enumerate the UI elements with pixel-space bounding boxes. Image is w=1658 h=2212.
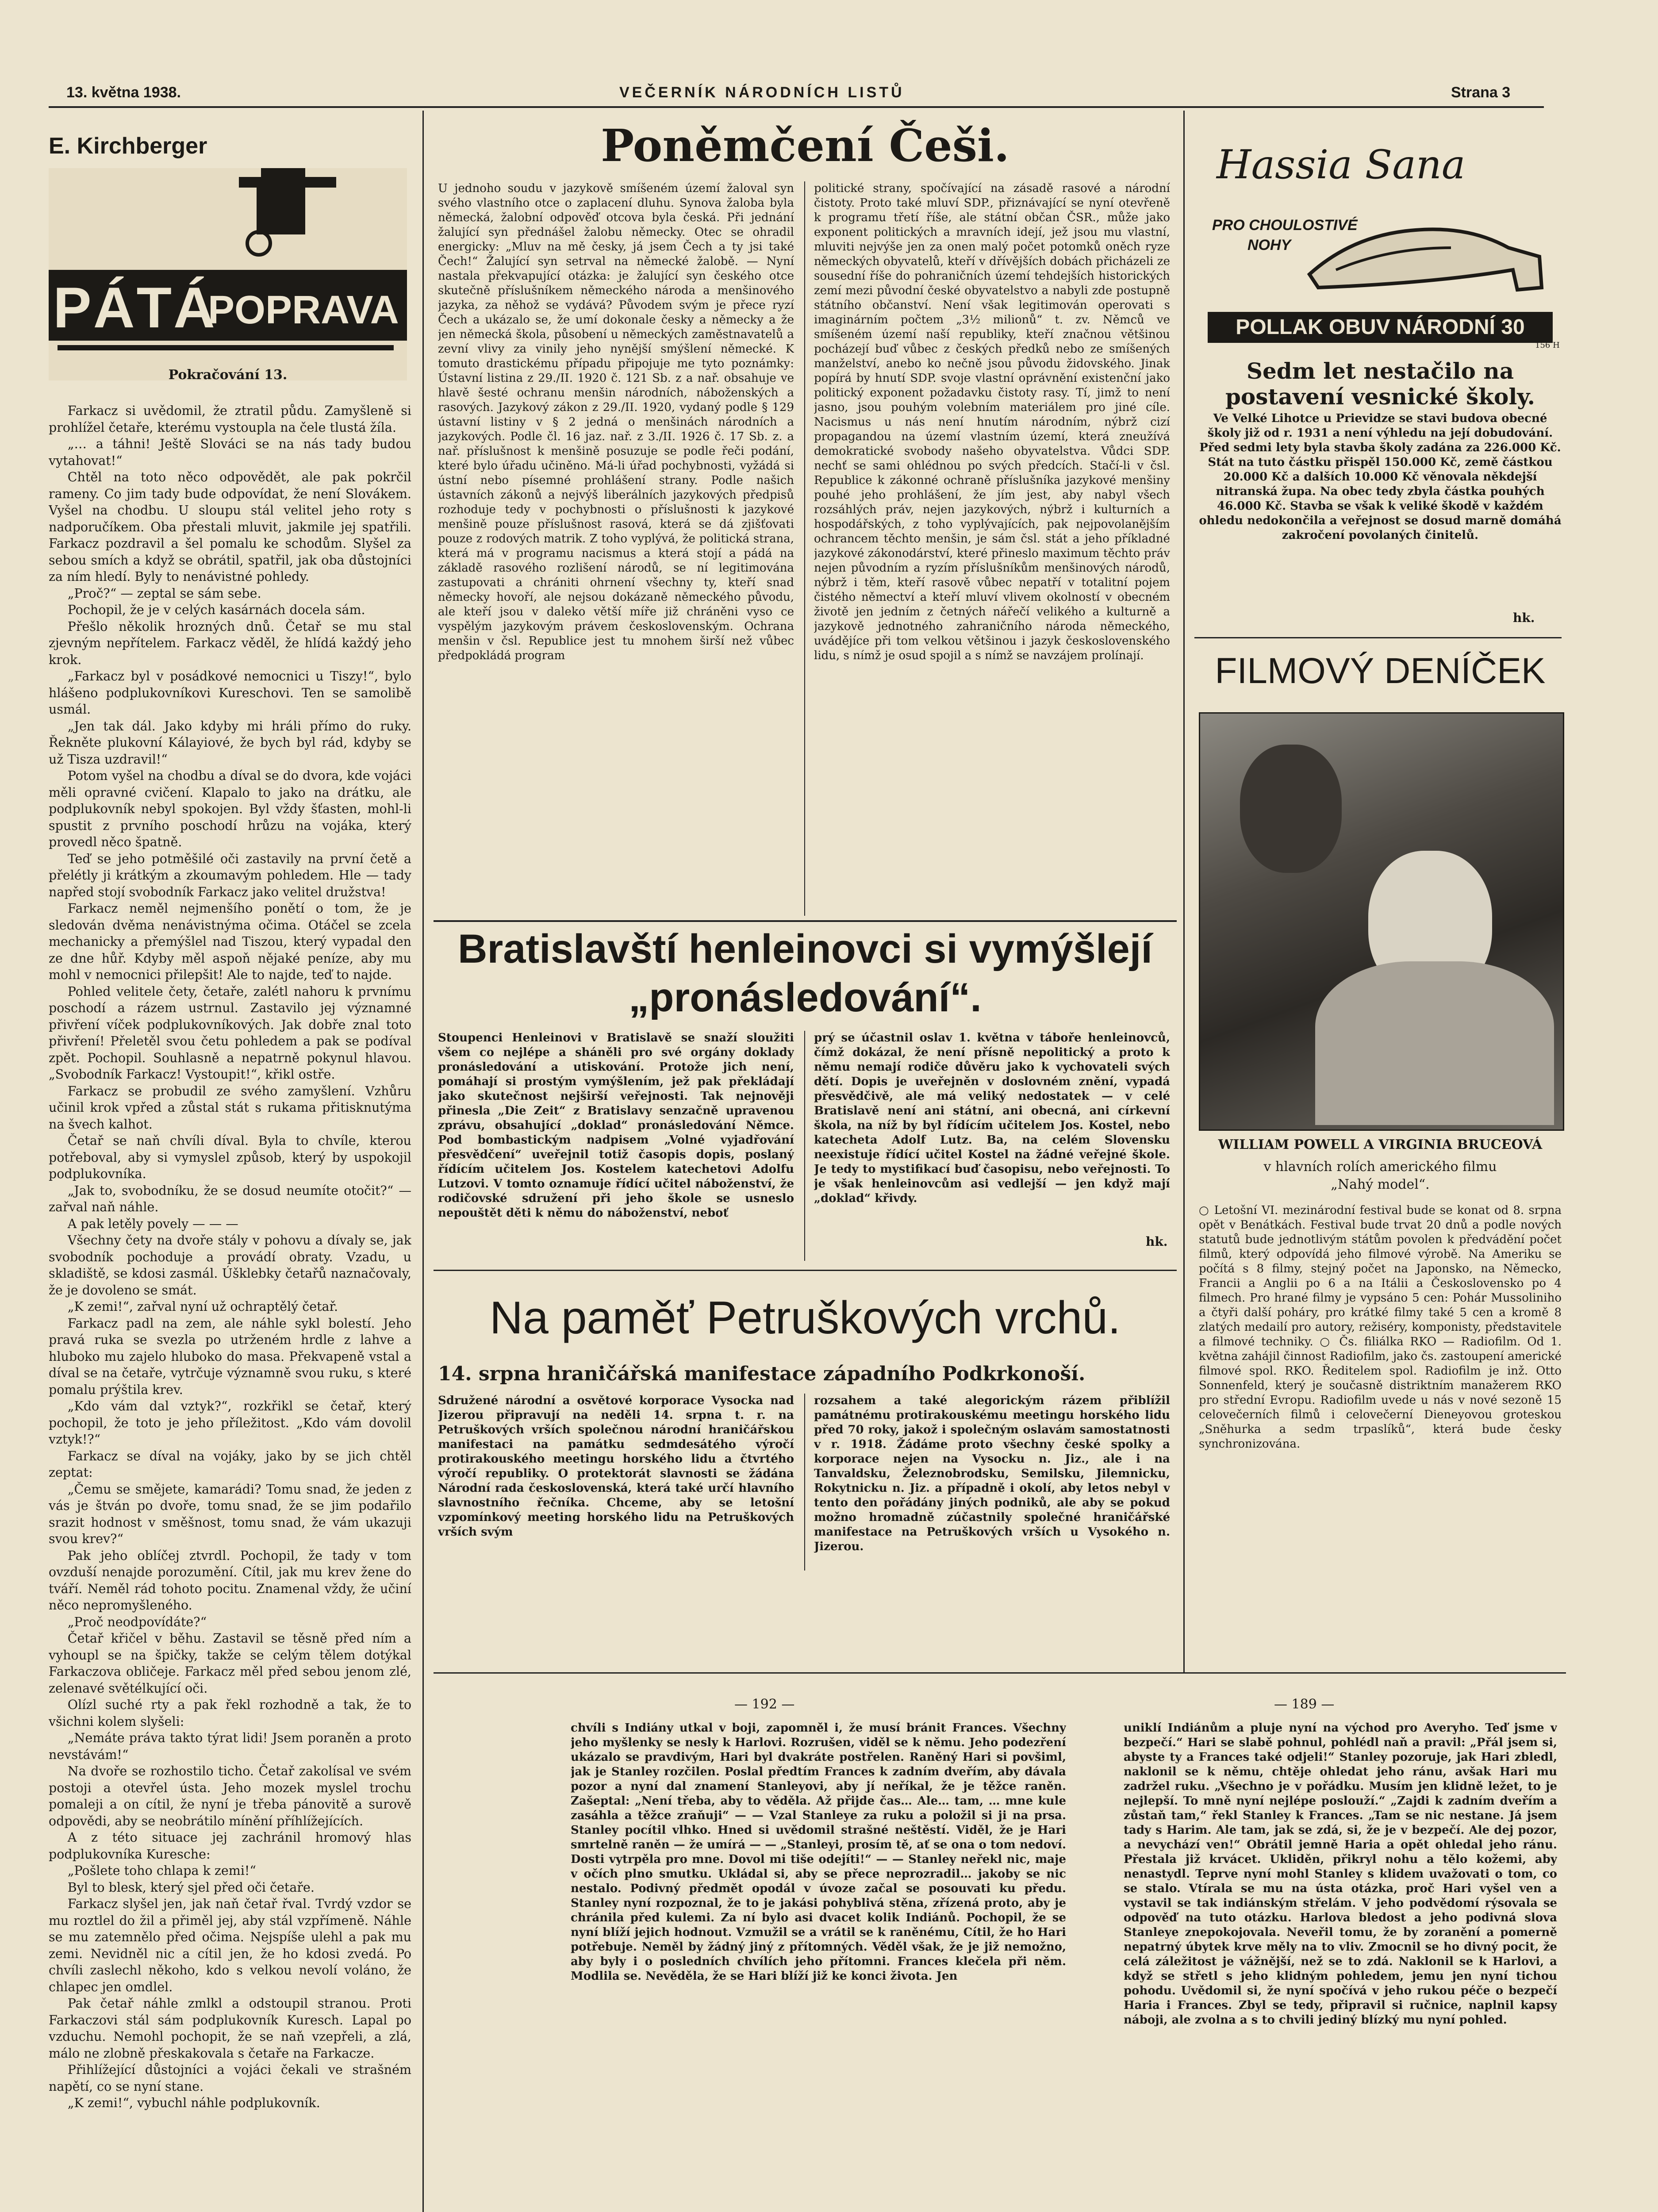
- photo-caption-line: v hlavních rolích amerického filmu: [1263, 1159, 1497, 1175]
- paragraph: Farkacz padl na zem, ale náhle sykl bolestí. Jeho pravá ruka se svezla po utrženém hrdle z lahve a hluboko mu zajelo hluboko do masa. Překvapeně vstal a díval se na četaře, vytrčuje významně svou ruku, s které pomalu prýštila krev.: [49, 1316, 411, 1397]
- author-signature: hk.: [1146, 1234, 1168, 1249]
- photo-caption-line: „Nahý model“.: [1331, 1177, 1430, 1192]
- serial-title-part2: POPRAVA: [208, 288, 399, 332]
- article-headline: [434, 925, 1177, 1022]
- article-column-2: prý se účastnil oslav 1. května v táboře henleinovců, čímž dokázal, že není přísně nepolitický a proto k němu nemají rodiče důvěru jako k vychovateli svých dětí. Dopis je uveřejněn v doslovném znění, vypadá přesvědčivě, ale má veliký nedostatek — v celé Bratislavě není ani státní, ani obecná, ani církevní škola, na níž by byl řídícím učitelem Jos. Kostel, nebo katecheta Adolf Lutz. Ba, na celém Slovensku neexistuje řídící učitel Kostel na žádné veřejné škole. Je tedy to mystifikací buď časopisu, nebo veřejnosti. To je však henleinovcům asi vedlejší — jen když mají „doklad“ křivdy.: [814, 1031, 1170, 1205]
- headline-line-2: „pronásledování“.: [629, 975, 982, 1020]
- ad-code: 156 H: [1535, 341, 1560, 350]
- column-divider: [804, 181, 805, 916]
- article-column-1: Sdružené národní a osvětové korporace Vysocka nad Jizerou připravují na neděli 14. srpna t. r. na Petruškových vrších společnou národní hraničářskou manifestaci na památku sedmdesátého výročí protirakouského meetingu horského lidu a čtvrtého výročí republiky. O protektorát slavnosti se žádána Národní rada československá, která také určí hlavního slavnostního řečníka. Chceme, aby se letošní vzpomínkový meeting horského lidu na Petruškových vrších svým: [438, 1394, 794, 1539]
- paragraph: Četař křičel v běhu. Zastavil se těsně před ním a vyhoupl se na špičky, takže se celým tělem dotýkal Farkaczova obličeje. Farkacz měl před sebou jenom zlé, zelenavé světélkující oči.: [49, 1631, 411, 1696]
- serial-title-part1: PÁTÁ: [53, 275, 217, 340]
- shoe-icon: [1301, 181, 1548, 305]
- paragraph: „Jen tak dál. Jako kdyby mi hráli přímo do ruky. Řekněte plukovní Kálayiové, že bych byl rád, kdyby se už Tisza uzdravil!“: [49, 718, 411, 767]
- article-subheadline: 14. srpna hraničářská manifestace západního Podkrkonoší.: [438, 1363, 1086, 1385]
- paragraph: „Farkacz byl v posádkové nemocnici u Tiszy!“, bylo hlášeno podplukovníkovi Kureschovi. Ten se samolibě usmál.: [49, 669, 411, 717]
- serial-column-2: uniklí Indiánům a pluje nyní na východ pro Averyho. Teď jsme v bezpečí.“ Hari se slabě pohnul, pohlédl naň a pravil: „Přál jsem si, abyste ty a Frances také odjeli!“ Stanley pozoruje, jak Hari zbledl, naklonil se k němu, chtěje ohledat jeho ránu, avšak Hari mu zadržel ruku. „Všechno je v pořádku. Musím jen klidně ležet, to je nejlepší. To mně nyní nejlépe poslouží.“ „Zajdi k zadním dveřím a zůstaň tam,“ řekl Stanley k Frances. „Tam se nic nestane. Já jsem tady s Harim. Ale tam, jak se zdá, si, že je v bezpečí. Ale dej pozor, a nevychází ven!“ Obrátil jemně Haria a opět ohledal jeho ránu. Přestala již krvácet. Ukliděn, přikryl nohu a tělo kožemi, aby nenastydl. Teprve nyní mohl Stanley s klidem uvažovati o tom, co se stalo. Vtírala se mu na ústa otázka, proč Hari vyšel ven a vystavil se tak indiánským střelám. V jeho podvědomí rýsovala se odpověď na tuto otázku. Harlova bledost a jeho podivná slova Stanleye znepokojovala. Neveřil tomu, že by zoranění a pomerně nepatrný úbytek krve měly na to vliv. Zmocnil se ho divný pocit, že celá záležitost je vážnější, než se to zdá. Naklonil se k Harlovi, a když se střetl s jeho klidným pohledem, jemu jen nyní tichou pohodu. Uvědomil si, že nyní spočívá v jeho rukou péče o bezpečí Haria i Frances. Zbyl se tedy, připravil si ručnice, naplnil kapsy náboji, ale zvolna a s to chvili jediný blízký mu nyní pohled.: [1124, 1721, 1557, 2027]
- paragraph: A pak letěly povely — — —: [67, 1216, 238, 1231]
- author-name: E. Kirchberger: [49, 133, 207, 159]
- paragraph: Pak četař náhle zmlkl a odstoupil stranou. Proti Farkaczovi stál sám podplukovník Kuresch. Lapal po vzduchu. Nemohl pochopit, že se naň vzepřeli, a zlá, málo ne zlobně přeskakovala s četaře na Farkacze.: [49, 1996, 411, 2061]
- continuation-note: Pokračování 13.: [168, 367, 288, 383]
- paragraph: „K zemi!“, vybuchl náhle podplukovník.: [67, 2096, 320, 2110]
- headline-line-1: Bratislavští henleinovci si vymýšlejí: [458, 926, 1152, 972]
- article-column-1: Stoupenci Henleinovi v Bratislavě se snaží sloužiti všem co nejlépe a sháněli pro své orgány doklady pronásledování a utiskování. Protože jich není, pomáhají si prostým vymýšlením, jež pak překládají jako skutečnost nejširší veřejnosti. Tak nejnověji přinesla „Die Zeit“ z Bratislavy senzačně upravenou zprávu, obsahující „doklad“ pronásledování Němce. Pod bombastickým nadpisem „Volné vyjadřování přesvědčení“ uveřejnil totiž časopis dopis, poslaný řídícím učitelem Jos. Kostelem katechetovi Adolfu Lutzovi. V tomto oznamuje řídící učitel náboženství, že rodičovské sdružení při jeho škole se usneslo nepouštět děti k němu do náboženství, neboť: [438, 1031, 794, 1220]
- page-number: Strana 3: [1451, 84, 1511, 101]
- paragraph: „Pošlete toho chlapa k zemi!“: [67, 1863, 256, 1878]
- paragraph: Teď se jeho potměšilé oči zastavily na první četě a přelétly ji krátkým a zkoumavým pohledem. Hle — tady napřed stojí svobodník Farkacz jako velitel družstva!: [49, 851, 411, 899]
- column-divider: [1183, 111, 1185, 1672]
- dress-figure: [1315, 961, 1554, 1125]
- paragraph: „… a táhni! Ještě Slováci se na nás tady budou vytahovat!“: [49, 437, 411, 468]
- serial-page-right: — 189 —: [1274, 1697, 1335, 1712]
- serial-title-block: [49, 168, 407, 380]
- paragraph: Farkacz se probudil ze svého zamyšlení. Vzhůru učinil krok vpřed a zůstal stát s rukama přitisknutýma na švech kalhot.: [49, 1083, 411, 1132]
- paragraph: Pohled velitele čety, četaře, zalétl nahoru k prvnímu poschodí a rázem ustrnul. Zastavilo jej významné přivření víček podplukovníkových. Jak dobře znal toto přivření! Přeletěl svou četu pohledem a pak se podíval zpět. Pochopil. Souhlasně a nepatrně pokynul hlavou. „Svobodník Farkacz! Vystoupit!“, křikl ostře.: [49, 984, 411, 1082]
- film-still-photo: [1199, 712, 1564, 1131]
- author-signature: hk.: [1513, 611, 1535, 625]
- paragraph: Potom vyšel na chodbu a díval se do dvora, kde vojáci měli opravné cvičení. Klapalo to jako na drátku, ale podplukovník nebyl spokojen. Byl vždy šťasten, mohl-li spustit z prvního poschodí hrůzu na vojáka, který provedl něco špatně.: [49, 768, 411, 849]
- paragraph: Farkacz neměl nejmenšího ponětí o tom, že je sledován dvěma nenávistnýma očima. Otáčel se zcela mechanicky a přemýšlel nad Tiszou, který vypadal den ze dne hůř. Kdyby měl aspoň nějaké peníze, aby mu mohl v nemocnici přilepšit! Ale to najde, teď to najde.: [49, 901, 411, 982]
- paragraph: Farkacz si uvědomil, že ztratil půdu. Zamyšleně si prohlížel četaře, kterému vystoupla na čele tlustá žíla.: [49, 403, 411, 435]
- serial-text: [49, 403, 411, 2212]
- ad-tagline-2: NOHY: [1247, 237, 1291, 253]
- paragraph: Byl to blesk, který sjel před oči četaře.: [67, 1880, 315, 1895]
- section-rule: [434, 920, 1177, 922]
- paragraph: Přešlo několik hrozných dnů. Četař se mu stal zjevným nepřítelem. Farkacz věděl, že hlídá každý jeho krok.: [49, 619, 411, 667]
- paragraph: A z této situace jej zachránil hromový hlas podplukovníka Kuresche:: [49, 1830, 411, 1862]
- paragraph: „Jak to, svobodníku, že se dosud neumíte otočit?“ — zařval naň náhle.: [49, 1183, 411, 1214]
- column-divider: [804, 1394, 805, 1571]
- paragraph: Četař se naň chvíli díval. Byla to chvíle, kterou potřeboval, aby si vymyslel způsob, který by uspokojil podplukovníka.: [49, 1133, 411, 1181]
- section-rule: [434, 1672, 1566, 1674]
- paragraph: Olízl suché rty a pak řekl rozhodně a tak, že to všichni kolem slyšeli:: [49, 1697, 411, 1729]
- actor-figure: [1240, 745, 1342, 873]
- section-rule: [434, 1270, 1177, 1271]
- paragraph: „Proč neodpovídáte?“: [67, 1614, 207, 1629]
- paragraph: „Nemáte práva takto týrat lidi! Jsem poraněn a proto nevstávám!“: [49, 1731, 411, 1762]
- paragraph: Všechny čety na dvoře stály v pohovu a dívaly se, jak svobodník pochoduje a provádí obraty. Vzadu, u skladiště, se kdosi zasmál. Úšklebky četařů naznačovaly, že je dovoleno se smát.: [49, 1233, 411, 1298]
- paragraph: Přihlížející důstojníci a vojáci čekali ve strašném napětí, co se nyní stane.: [49, 2062, 411, 2094]
- serial-column-1: chvíli s Indiány utkal v boji, zapomněl i, že musí bránit Frances. Všechny jeho myšlenky se nesly k Harlovi. Rozrušen, viděl se k němu. Jeho podezření ukázalo se pravdivým, Hari byl dvakráte postřelen. Raněný Hari si povšiml, jak je Stanley rozčilen. Poslal předtím Frances k zadním dveřím, aby dávala pozor a nyní dal znamení Stanleyovi, aby jí neříkal, že je těžce raněn. Zašeptal: „Není třeba, aby to věděla. Až přijde čas… Ale… tam, … mne kule zasáhla a těžce zraňuji“ — — Vzal Stanleye za ruku a položil si ji na prsa. Stanley pocítil vlhko. Hned si uvědomil strašné neštěstí. Viděl, že je Hari smrtelně raněn — že umírá — — „Stanleyi, prosím tě, ať se ona o tom nedoví. Dosti vytrpěla pro mne. Dovol mi tiše odejíti!“ — — Stanley neřekl nic, maje v očích plno smutku. Ukládal si, aby se přece neprozradil… jakoby se nic nestalo. Podivný předmět opodál v úvoze začal se posouvati ku předu. Stanley nyní rozpoznal, že to je jakási pohyblivá stěna, zřízená proto, aby je chránila před kulemi. Za ní bylo asi dvacet kolik Indiánů. Pochopil, že se nyní blíží jejich hodnout. Vzmužil se a vrátil se k raněnému, Cítil, že ho Hari potřebuje. Neměl by žádný jiný z přítomných. Věděl však, že je již nemožno, aby byly i o posledních chvílích jeho přítomni. Frances klečela při něm. Modlila se. Nevěděla, že se Hari blíží již ke konci života. Jen: [571, 1721, 1066, 1983]
- newspaper-title: VEČERNÍK NÁRODNÍCH LISTŮ: [619, 84, 905, 101]
- paragraph: Chtěl na toto něco odpovědět, ale pak pokrčil rameny. Co jim tady bude odpovídat, že není Slovákem. Vyšel na chodbu. U sloupu stál velitel jeho roty s nadporučíkem. Oba přestali mluvit, jakmile jej spatřili. Farkacz pozdravil a šel pomalu ke schodům. Slyšel za sebou smích a když se obrátil, spatřil, jak oba důstojníci za ním hledí. Byly to nenávistné pohledy.: [49, 470, 411, 584]
- serial-page-left: — 192 —: [734, 1697, 795, 1712]
- paragraph: Pak jeho oblíčej ztvrdl. Pochopil, že tady v tom ovzduší nenajde porozumění. Cítil, jak mu krev žene do tváří. Neměl rád tohoto pocitu. Znamenal vždy, že učiní něco nepromyšleného.: [49, 1548, 411, 1613]
- article-column-1: U jednoho soudu v jazykově smíšeném území žaloval syn svého vlastního otce o zaplacení dluhu. Synova žaloba byla německá, žalobní odpověď otcova byla česká. Při jednání žalující syn přednášel žalobu německy. Otec se ohradil energicky: „Mluv na mě česky, já jsem Čech a ty jsi také Čech!“ Žalující syn setrval na německé žalobě. — Nyní nastala překvapující otázka: je žalující syn českého otce skutečně příslušníkem německého národa a menšinového jazyka, za něhož se vydává? Původem svým je přece ryzí Čech a ukázalo se, že umí dokonale česky a německy a že jen německá škola, působení u německých zaměstnavatelů a zevní vlivy za vinily jeho nynější smýšlení německé. K tomuto drastickému případu připojuje me tyto poznámky: Ústavní listina z 29./II. 1920 č. 121 Sb. z a nař. obsahuje ve hlavě šesté ochranu menšin národních, náboženských a rasových. Jazykový zákon z 29./II. 1920, vydaný podle § 129 ústavní listiny v § 2 jedná o menšinách národních a jazykových. Podle čl. 16 jaz. nař. z 3./II. 1926 č. 17 Sb. z. a nař. příslušnost k menšině posuzuje se podle řeči podání, které bylo úřadu učiněno. Má-li úřad pochybnosti, vyžádá si ústní nebo písemné prohlášení strany. Podle našich ústavních zákonů a nejvýš liberálních jazykových předpisů rozhoduje tedy v pochybnosti o příslušnosti k jazykové menšině pouze příslušnost rasová, která se dá zjišťovati pouze z rodových matrik. Z toho vyplývá, že politická strana, která má v programu nacismus a která stojí a pádá na základě rasového rozlišení národů, se ní legitimována zastupovati a chrániti ohrnení všechny ty, kteří snad německy hovoří, ale nejsou dokázaně německého původu, ale kteří jsou v daleko větší míře již chráněni vyso ce vyspělým jazykovým právem československým. Ochrana menšin v čsl. Republice jest tu mnohem širší než vůbec předpokládá program: [438, 182, 794, 662]
- paragraph: Farkacz slyšel jen, jak naň četař řval. Tvrdý vzdor se mu roztlel do žil a přiměl jej, aby stál vzpřímeně. Náhle se mu zatemnělo před očima. Nejspíše ulehl a pak mu zemi. Nevidněl nic a cítil jen, že ho kdosi zvedá. Po chvíli zaslechl někoho, kdo s velkou nevolí voláno, že chlapec jen omdlel.: [49, 1897, 411, 1994]
- ad-store-bar: POLLAK OBUV NÁRODNÍ 30: [1208, 312, 1553, 343]
- ad-tagline-1: PRO CHOULOSTIVÉ: [1212, 217, 1358, 234]
- news-text: Ve Velké Lihotce u Prievidze se stavi budova obecné školy již od r. 1931 a není výhledu na její dobudování. Před sedmi lety byla stavba školy zadána za 226.000 Kč. Stát na tuto částku přispěl 150.000 Kč, země částkou 20.000 Kč a dalších 10.000 Kč věnovala někdejší nitranská župa. Na obec tedy zbyla částka pouhých 46.000 Kč. Stavba se však k veliké škodě v každém ohledu nedokončila a veřejnost se dosud marně domáhá zakročení povolaných činitelů.: [1199, 412, 1562, 542]
- paragraph: Pochopil, že je v celých kasárnách docela sám.: [67, 603, 365, 617]
- header-rule: [49, 106, 1544, 108]
- film-news-text: ○ Letošní VI. mezinárodní festival bude se konat od 8. srpna opět v Benátkách. Festival bude trvat 20 dnů a podle nových statutů bude jednotlivým státům povolen k předvádění počet filmů, který odpovídá jeho filmové výrobě. Na Ameriku se počítá s 8 filmy, stejný počet na Japonsko, na Německo, Francii a Anglii po 6 a na Itálii a Československo po 4 filmech. Pro hrané filmy je vypsáno 5 cen: Pohár Mussoliniho a čtyři další poháry, pro krátké filmy také 5 cen a kromě 8 zlatých medailí pro autory, režiséry, komponisty, představitele a filmové techniky. ○ Čs. filiálka RKO — Radiofilm. Od 1. května zahájil činnost Radiofilm, jako čs. zastoupení americké filmové spol. RKO. Ředitelem spol. Radiofilm je inž. Otto Sonnenfeld, který je současně distriktním manažerem RKO pro střední Evropu. Radiofilm uvede u nás v nové sezoně 15 celovečerních filmů i celovečerní Dieneyovou groteskou „Sněhurka a sedm trpaslíků“, která bude česky synchronizována.: [1199, 1204, 1562, 1451]
- article-column-2: politické strany, spočívající na zásadě rasové a národní čistoty. Proto také mluví SDP., přiznávající se nyní otevřeně k programu třetí říše, ale státní občan ČSR., může jako exponent politických a mravních idejí, jež jsou mu vlastní, mluviti nejvýše jen za onen malý počet potomků oněch ryze německých obyvatelů, kteří v dřívějších dobách přicházeli ze sousední říše do pohraničních území tehdejších historických zemí mezi původní české obyvatelstvo a nabyli zde postupně státního občanství. Není však legitimován operovati s imaginárním počtem „3½ milionů“ t. zv. Němců ve smíšeném území naší republiky, kteří značnou většinou pocházejí buď vůbec z českých předků nebo ze smíšených manželství, anebo ko nečně jsou původu židovského. Jinak popírá by hnutí SDP. svoje vlastní oprávnění existenční jako politický exponent požadavku čistoty rasy. Tí, jimž to není jasno, jsou pouhým volebním materiálem pro jiné cíle. Nacismus u nás není hnutím národním, nýbrž cizí propagandou na území vlastním území, která zneužívá demokratické svobody našeho obyvatelstva. Vůdci SDP. nechť se sami ohlédnou po svých předcích. Stačí-li v čsl. Republice k zákonné ochraně příslušníka jazykové menšiny pouhé jeho prohlášení, že jím jest, aby nabyl všech rozsáhlých práv, nejen jazykových, nýbrž i kulturních a hospodářských, z toho vyplývajících, pak nejpovolanějším ochrancem těchto menšin, je sám čsl. stát a jeho příkladné jazykové zákonodárství, které přineslo maximum těchto práv nejen původním a ryzím příslušníkům menšinových národů, nýbrž i těm, kteří rasově vůbec nepatří v totalitní pojem čistého němectví a kteří mluví vlivem okolností v obecném životě jen jedním z četných nářečí velikého a kulturně a jazykově jednotného zahraničního národa německého, uvádějíce při tom velkou většinou i jazyk československého lidu, s nímž je osud spojil a s nímž se navzájem prolínají.: [814, 182, 1170, 662]
- column-divider: [422, 111, 424, 2212]
- article-headline: Poněmčení Češi.: [601, 119, 1009, 172]
- paragraph: „Kdo vám dal vztyk?“, rozkřikl se četař, který pochopil, že toto je jeho příležitost. „Kdo vám dovolil vztyk!?“: [49, 1399, 411, 1447]
- news-headline: Sedm let nestačilo na postavení vesnické školy.: [1225, 358, 1535, 410]
- shoe-advertisement: [1199, 133, 1562, 354]
- article-column-2: rozsahem a také alegorickým rázem přiblížil památnému protirakouskému meetingu horského lidu před 70 roky, jakož i společným oslavám samostatnosti v r. 1918. Žádáme proto všechny české spolky a korporace nejen na Vysocku n. Jiz., ale i na Tanvaldsku, Železnobrodsku, Semilsku, Jilemnicku, Rokytnicku n. Jiz. a případně i okolí, aby letos nebyl v tento den pořádány jiných podniků, ale aby se pokud možno hromadně zúčastnily společné hraničářské manifestace na Petruškových vrších u Vysokého n. Jizerou.: [814, 1394, 1170, 1553]
- article-headline: Na paměť Petruškových vrchů.: [489, 1292, 1121, 1344]
- column-divider: [804, 1031, 805, 1261]
- paragraph: „K zemi!“, zařval nyní už ochraptělý četař.: [67, 1299, 338, 1314]
- ad-brand: Hassia Sana: [1217, 142, 1466, 188]
- paragraph: Farkacz se díval na vojáky, jako by se jich chtěl zeptat:: [49, 1448, 411, 1480]
- paragraph: „Čemu se smějete, kamarádi? Tomu snad, že jeden z vás je štván po dvoře, tomu snad, že se jim podařilo srazit hodnost v směšnost, tomu snad, že vám ukazuji svou krev?“: [49, 1482, 411, 1546]
- photo-caption: WILLIAM POWELL A VIRGINIA BRUCEOVÁ: [1218, 1137, 1543, 1152]
- paragraph: „Proč?“ — zeptal se sám sebe.: [67, 586, 261, 601]
- section-title: FILMOVÝ DENÍČEK: [1215, 651, 1546, 691]
- issue-date: 13. května 1938.: [66, 84, 181, 101]
- section-rule: [1194, 637, 1562, 638]
- paragraph: Na dvoře se rozhostilo ticho. Četař zakolísal ve svém postoji a otevřel ústa. Jeho mozek myslel trochu pomaleji a on cítil, že nyní je třeba pánovitě a surově odpovědi, aby se neobrátilo mínění příhlížejících.: [49, 1764, 411, 1828]
